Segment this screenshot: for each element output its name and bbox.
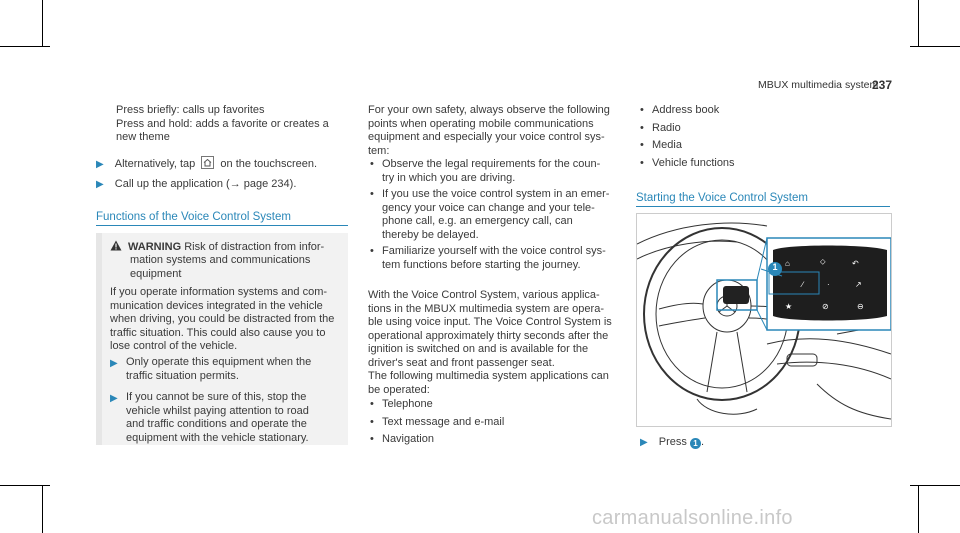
crop-mark xyxy=(910,485,960,486)
section-title-starting: Starting the Voice Control System xyxy=(636,192,808,204)
step-arrow-icon: ▶ xyxy=(96,159,104,170)
svg-text:⌂: ⌂ xyxy=(785,259,790,268)
step-arrow-icon: ▶ xyxy=(96,179,104,190)
steering-wheel-drawing xyxy=(637,214,891,426)
warning-body: If you operate information systems and com- munication devices integrated in the vehicle when driving, you could be distracted from the traffic situation. This could also cause you to lose control of the vehicle. xyxy=(110,286,335,352)
step-alternative: ▶ Alternatively, tap on the touchscreen. xyxy=(96,158,318,170)
step-arrow-icon: ▶ xyxy=(640,437,648,448)
step-call-up: ▶ Call up the application (→ page 234). xyxy=(96,178,297,190)
list-item: • Navigation xyxy=(370,433,434,445)
list-item: • Observe the legal requirements for the coun- try in which you are driving. xyxy=(370,158,601,184)
list-item: • Media xyxy=(640,139,682,151)
step-press: ▶ Press 1 . xyxy=(640,436,705,448)
svg-text:·: · xyxy=(827,280,830,289)
svg-text:⊘: ⊘ xyxy=(822,302,829,311)
applications-paragraph: The following multimedia system applications can be operated: xyxy=(368,370,609,396)
warning-step-2: If you cannot be sure of this, stop the vehicle whilst paying attention to road and traffic conditions and operate the equipment with the vehicle stationary. xyxy=(126,391,309,444)
intro-paragraph: For your own safety, always observe the following points when operating mobile communications equipment and especially your voice control sys- tem: xyxy=(368,104,610,157)
page-number: 237 xyxy=(872,78,893,92)
list-item: • Text message and e-mail xyxy=(370,415,505,428)
crop-mark xyxy=(910,46,960,47)
svg-text:⊖: ⊖ xyxy=(857,302,864,311)
list-item: • Familiarize yourself with the voice control sys- tem functions before starting the journey. xyxy=(370,245,606,271)
crop-mark xyxy=(0,485,50,486)
bullet-list-safety xyxy=(370,158,628,272)
crop-mark xyxy=(42,0,43,47)
step-arrow-icon: ▶ xyxy=(110,393,118,404)
warning-header: WARNING Risk of distraction from infor- xyxy=(110,240,340,255)
crop-mark xyxy=(42,485,43,533)
svg-text:★: ★ xyxy=(785,302,793,311)
warning-label: WARNING xyxy=(128,241,182,253)
callout-badge: 1 xyxy=(690,438,701,449)
section-rule xyxy=(636,206,890,207)
bullet-list-apps xyxy=(370,398,628,447)
svg-text:∕: ∕ xyxy=(802,280,804,289)
favorites-text: Press briefly: calls up favorites Press and hold: adds a favorite or creates a new theme xyxy=(116,104,329,143)
section-title-functions: Functions of the Voice Control System xyxy=(96,211,291,223)
list-item: • If you use the voice control system in an emer- gency your voice can change and your tele- phone call, e.g. an emergency call, can thereby be delayed. xyxy=(370,188,610,241)
svg-text:↶: ↶ xyxy=(852,259,859,268)
warning-box-bar xyxy=(96,233,102,445)
warning-step-1: Only operate this equipment when the traffic situation permits. xyxy=(126,356,312,382)
warning-summary: mation systems and communications equipment xyxy=(130,254,311,280)
section-rule xyxy=(96,225,348,226)
list-item: • Address book xyxy=(640,104,720,116)
list-item: • Telephone xyxy=(370,398,433,410)
svg-text:⬦: ⬦ xyxy=(820,257,826,266)
home-icon xyxy=(201,156,214,169)
warning-triangle-icon xyxy=(110,240,122,251)
step-arrow-icon: ▶ xyxy=(110,358,118,369)
bullet-list-apps-continued xyxy=(640,104,890,170)
list-item: • Vehicle functions xyxy=(640,156,735,169)
crop-mark xyxy=(918,0,919,47)
list-item: • Radio xyxy=(640,121,681,134)
crop-mark xyxy=(918,485,919,533)
svg-text:↗: ↗ xyxy=(855,280,862,289)
steering-wheel-illustration xyxy=(636,213,892,427)
callout-number: 1 xyxy=(772,262,778,272)
watermark: carmanualsonline.info xyxy=(592,507,793,529)
running-header: MBUX multimedia system xyxy=(758,79,879,91)
crop-mark xyxy=(0,46,50,47)
voice-control-paragraph: With the Voice Control System, various applica- tions in the MBUX multimedia system are opera- ble using voice input. The Voice Control System is operational approximately thirty seconds after the ignition is switched on and is available for the driver's seat and front passenger seat. xyxy=(368,289,612,369)
